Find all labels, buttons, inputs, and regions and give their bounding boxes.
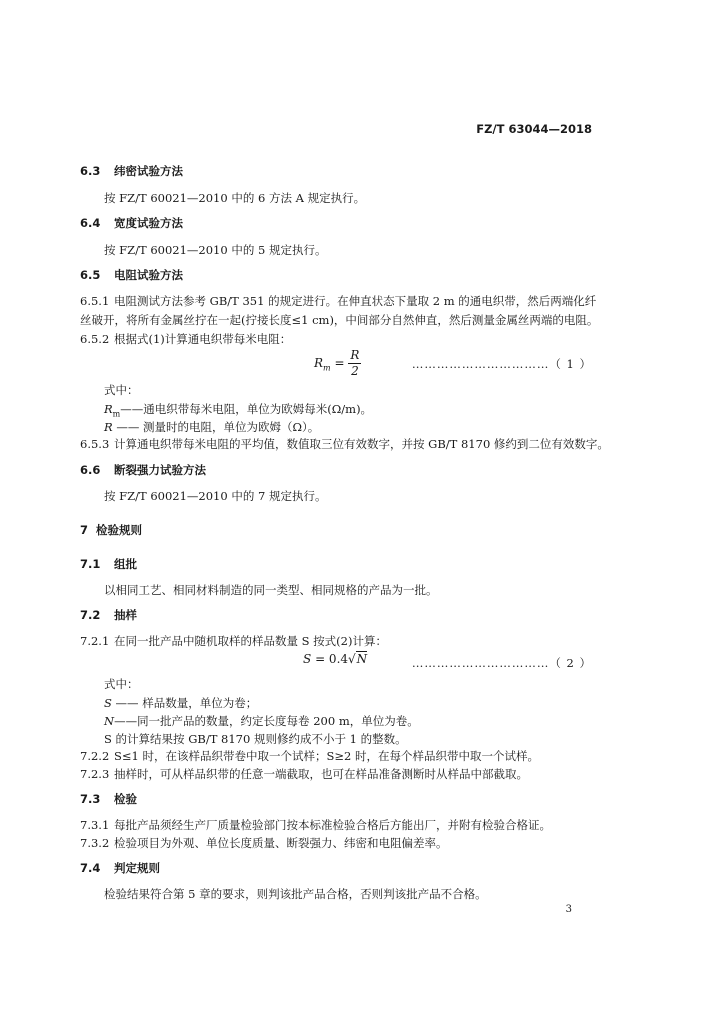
clause-number: 7.2.1 [80, 634, 110, 648]
section-title: 宽度试验方法 [114, 216, 183, 230]
variable-symbol: N [104, 714, 115, 728]
clause-number: 7.3.1 [80, 818, 110, 832]
equation-number-2: ……………………………（ 2 ） [411, 656, 592, 670]
formula-1 [314, 348, 361, 379]
section-number: 7.1 [80, 557, 101, 571]
clause-number: 7.3.2 [80, 836, 110, 850]
clause-number: 6.5.3 [80, 437, 110, 451]
clause-7-3-1 [80, 817, 551, 833]
section-title: 断裂强力试验方法 [114, 463, 206, 477]
formula-fraction [348, 348, 361, 379]
clause-number: 6.5.1 [80, 294, 110, 308]
rounding-note: S 的计算结果按 GB/T 8170 规则修约成不小于 1 的整数。 [104, 732, 407, 746]
section-7-4-body: 检验结果符合第 5 章的要求，则判该批产品合格，否则判该批产品不合格。 [104, 887, 487, 901]
clause-text: 在同一批产品中随机取样的样品数量 S 按式(2)计算： [114, 634, 387, 648]
section-number: 7.4 [80, 861, 101, 875]
variable-rm [104, 401, 372, 418]
variable-r [104, 419, 319, 435]
section-number: 6.4 [80, 216, 101, 230]
clause-number: 6.5.2 [80, 332, 110, 346]
section-6-4-heading [80, 215, 183, 231]
clause-number: 7.2.2 [80, 749, 110, 763]
document-code: FZ/T 63044—2018 [476, 122, 592, 136]
formula-subscript: m [323, 363, 331, 373]
formula-rhs: = 0.4 [315, 652, 349, 666]
section-title: 组批 [114, 557, 137, 571]
clause-6-5-2 [80, 331, 291, 347]
equation-number-1: ……………………………（ 1 ） [411, 357, 592, 371]
clause-text: 每批产品须经生产厂质量检验部门按本标准检验合格后方能出厂，并附有检验合格证。 [114, 818, 551, 832]
where-label: 式中： [104, 677, 139, 691]
section-7-2-heading [80, 607, 137, 623]
section-6-4-body: 按 FZ/T 60021—2010 中的 5 规定执行。 [104, 243, 327, 257]
formula-variable: N [356, 652, 368, 666]
clause-7-2-3 [80, 766, 528, 782]
clause-text: 检验项目为外观、单位长度质量、断裂强力、纬密和电阻偏差率。 [114, 836, 448, 850]
section-title: 纬密试验方法 [114, 164, 183, 178]
sqrt-icon: √ [348, 652, 356, 666]
variable-symbol: S [104, 696, 112, 710]
clause-text: 计算通电织带每米电阻的平均值，数值取三位有效数字，并按 GB/T 8170 修约到二位有效数字。 [114, 437, 609, 451]
formula-lhs: S [303, 652, 312, 666]
clause-6-5-3 [80, 436, 609, 452]
section-6-5-heading [80, 267, 183, 283]
section-7-1-body: 以相同工艺、相同材料制造的同一类型、相同规格的产品为一批。 [104, 583, 438, 597]
clause-7-3-2 [80, 835, 448, 851]
formula-equals: = [334, 356, 345, 370]
section-6-3-heading [80, 163, 183, 179]
section-7-4-heading [80, 860, 160, 876]
fraction-numerator: R [350, 348, 360, 362]
variable-n [104, 713, 419, 729]
clause-text: 抽样时，可从样品织带的任意一端截取，也可在样品准备测断时从样品中部截取。 [114, 767, 528, 781]
section-number: 6.5 [80, 268, 101, 282]
clause-text: 根据式(1)计算通电织带每米电阻： [114, 332, 292, 346]
clause-text: S≤1 时，在该样品织带卷中取一个试样；S≥2 时，在每个样品织带中取一个试样。 [114, 749, 539, 763]
variable-description: —— 样品数量，单位为卷； [111, 696, 258, 710]
clause-number: 7.2.3 [80, 767, 110, 781]
section-number: 6.3 [80, 164, 101, 178]
section-7-3-heading [80, 791, 137, 807]
variable-description: ——同一批产品的数量，约定长度每卷 200 m，单位为卷。 [114, 714, 419, 728]
variable-description: ——通电织带每米电阻，单位为欧姆每米(Ω/m)。 [120, 402, 373, 416]
section-title: 检验 [114, 792, 137, 806]
variable-symbol: R [104, 420, 113, 434]
variable-s [104, 695, 257, 711]
section-number: 7.2 [80, 608, 101, 622]
section-6-6-body: 按 FZ/T 60021—2010 中的 7 规定执行。 [104, 489, 327, 503]
clause-6-5-1 [80, 293, 596, 309]
chapter-7-heading [80, 522, 142, 538]
where-label: 式中： [104, 383, 139, 397]
section-number: 6.6 [80, 463, 101, 477]
page-number: 3 [565, 904, 572, 915]
variable-description: —— 测量时的电阻，单位为欧姆（Ω）。 [112, 420, 320, 434]
clause-7-2-2 [80, 748, 539, 764]
clause-7-2-1 [80, 633, 387, 649]
section-number: 7.3 [80, 792, 101, 806]
variable-subscript: m [112, 409, 121, 419]
clause-6-5-1-continued: 丝破开，将所有金属丝拧在一起(拧接长度≤1 cm)，中间部分自然伸直，然后测量金属丝两端的电阻。 [80, 313, 599, 327]
clause-text: 电阻测试方法参考 GB/T 351 的规定进行。在伸直状态下量取 2 m 的通电织带，然后两端化纤 [114, 294, 597, 308]
variable-symbol: R [104, 402, 113, 416]
section-title: 电阻试验方法 [114, 268, 183, 282]
section-6-3-body: 按 FZ/T 60021—2010 中的 6 方法 A 规定执行。 [104, 191, 366, 205]
chapter-number: 7 [80, 523, 89, 537]
section-title: 判定规则 [114, 861, 160, 875]
section-7-1-heading [80, 556, 137, 572]
chapter-title: 检验规则 [96, 523, 142, 537]
fraction-denominator: 2 [351, 364, 359, 378]
section-title: 抽样 [114, 608, 137, 622]
section-6-6-heading [80, 462, 206, 478]
formula-2 [303, 652, 367, 666]
formula-lhs: R [314, 356, 324, 370]
